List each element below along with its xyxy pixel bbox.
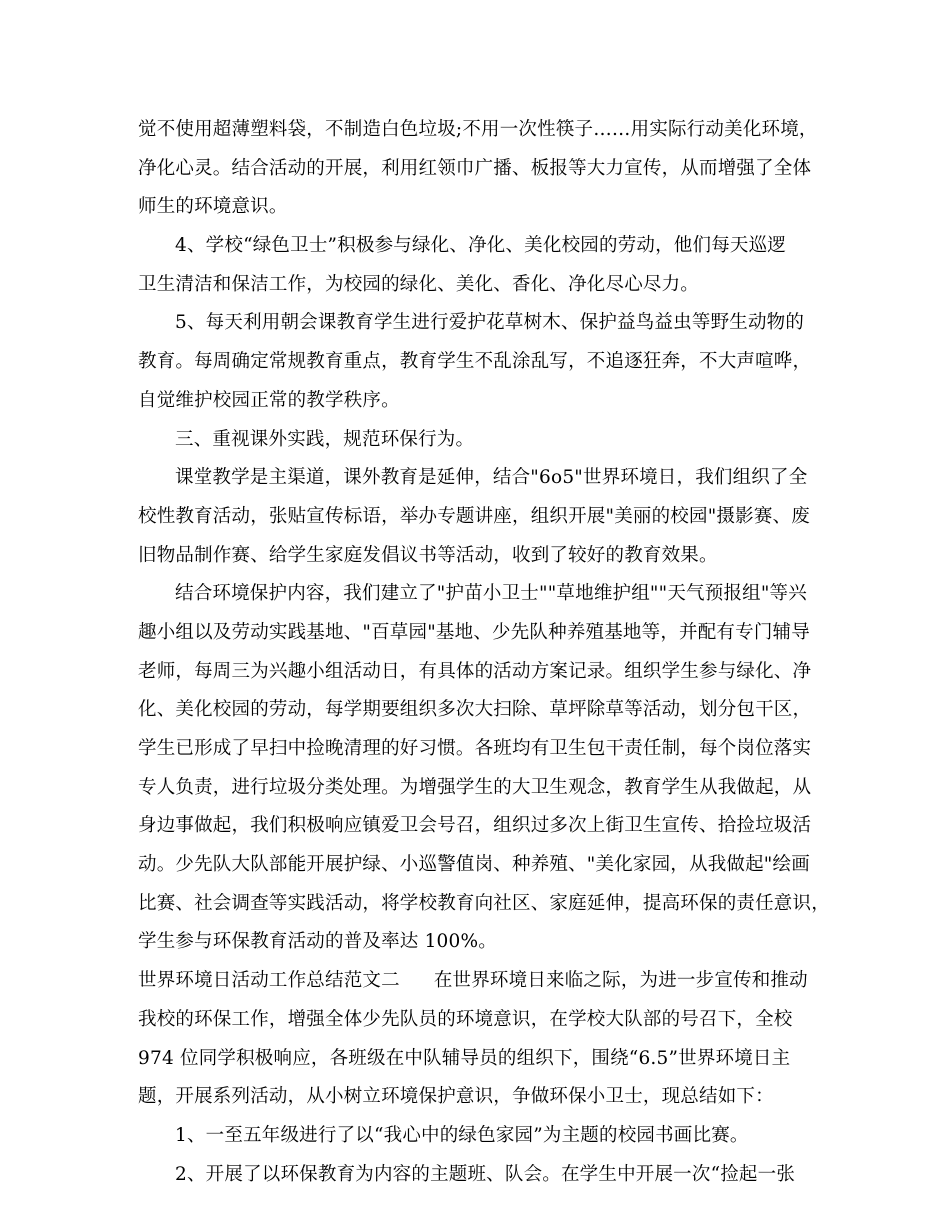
paragraph-5-start: 5、每天利用朝会课教育学生进行爱护花草树木、保护益鸟益虫等野生动物的 <box>175 312 805 334</box>
section-title-line <box>138 962 828 1001</box>
paragraph-4-start: 4、学校“绿色卫士”积极参与绿化、净化、美化校园的劳动，他们每天巡逻 <box>175 235 786 257</box>
section-first-line: 在世界环境日来临之际，为进一步宣传和推动 <box>433 970 808 992</box>
text-line: 化、美化校园的劳动，每学期要组织多次大扫除、草坪除草等活动，划分包干区， <box>138 699 812 721</box>
text-line: 卫生清洁和保洁工作，为校园的绿化、美化、香化、净化尽心尽力。 <box>138 273 700 295</box>
text-line: 教育。每周确定常规教育重点，教育学生不乱涂乱写，不追逐狂奔，不大声喧哗， <box>138 351 812 373</box>
text-line: 学生参与环保教育活动的普及率达 100%。 <box>138 931 497 953</box>
text-line: 我校的环保工作，增强全体少先队员的环境意识，在学校大队部的号召下，全校 <box>138 1008 793 1030</box>
text-line: 自觉维护校园正常的教学秩序。 <box>138 389 400 411</box>
body-text <box>138 111 828 1194</box>
text-line: 专人负责，进行垃圾分类处理。为增强学生的大卫生观念，教育学生从我做起，从 <box>138 776 812 798</box>
text-line: 974 位同学积极响应，各班级在中队辅导员的组织下，围绕“6.5”世界环境日主 <box>138 1047 791 1069</box>
text-line: 比赛、社会调查等实践活动，将学校教育向社区、家庭延伸，提高环保的责任意识， <box>138 892 830 914</box>
text-line: 净化心灵。结合活动的开展，利用红领巾广播、板报等大力宣传，从而增强了全体 <box>138 157 812 179</box>
text-line: 学生已形成了早扫中捡晚清理的好习惯。各班均有卫生包干责任制，每个岗位落实 <box>138 738 812 759</box>
text-line: 旧物品制作赛、给学生家庭发倡议书等活动，收到了较好的教育效果。 <box>138 544 718 566</box>
text-line: 老师，每周三为兴趣小组活动日，有具体的活动方案记录。组织学生参与绿化、净 <box>138 660 812 682</box>
section-heading-3: 三、重视课外实践，规范环保行为。 <box>175 428 475 450</box>
text-line: 师生的环境意识。 <box>138 196 288 218</box>
text-line: 觉不使用超薄塑料袋，不制造白色垃圾;不用一次性筷子……用实际行动美化环境， <box>138 119 818 140</box>
list-item-2: 2、开展了以环保教育为内容的主题班、队会。在学生中开展一次“捡起一张 <box>175 1163 796 1185</box>
section-title: 世界环境日活动工作总结范文二 <box>138 970 400 992</box>
text-line: 校性教育活动，张贴宣传标语，举办专题讲座，组织开展"美丽的校园"摄影赛、废 <box>138 505 810 527</box>
paragraph-start: 结合环境保护内容，我们建立了"护苗小卫士""草地维护组""天气预报组"等兴 <box>175 583 807 605</box>
text-line: 题，开展系列活动，从小树立环境保护意识，争做环保小卫士，现总结如下： <box>138 1086 774 1108</box>
text-line: 动。少先队大队部能开展护绿、小巡警值岗、种养殖、"美化家园，从我做起"绘画 <box>138 854 810 876</box>
list-item-1: 1、一至五年级进行了以“我心中的绿色家园”为主题的校园书画比赛。 <box>175 1124 749 1146</box>
text-line: 身边事做起，我们积极响应镇爱卫会号召，组织过多次上街卫生宣传、拾捡垃圾活 <box>138 815 812 837</box>
text-line: 趣小组以及劳动实践基地、"百草园"基地、少先队种养殖基地等，并配有专门辅导 <box>138 621 810 643</box>
paragraph-start: 课堂教学是主渠道，课外教育是延伸，结合"6o5"世界环境日，我们组织了全 <box>175 467 808 489</box>
